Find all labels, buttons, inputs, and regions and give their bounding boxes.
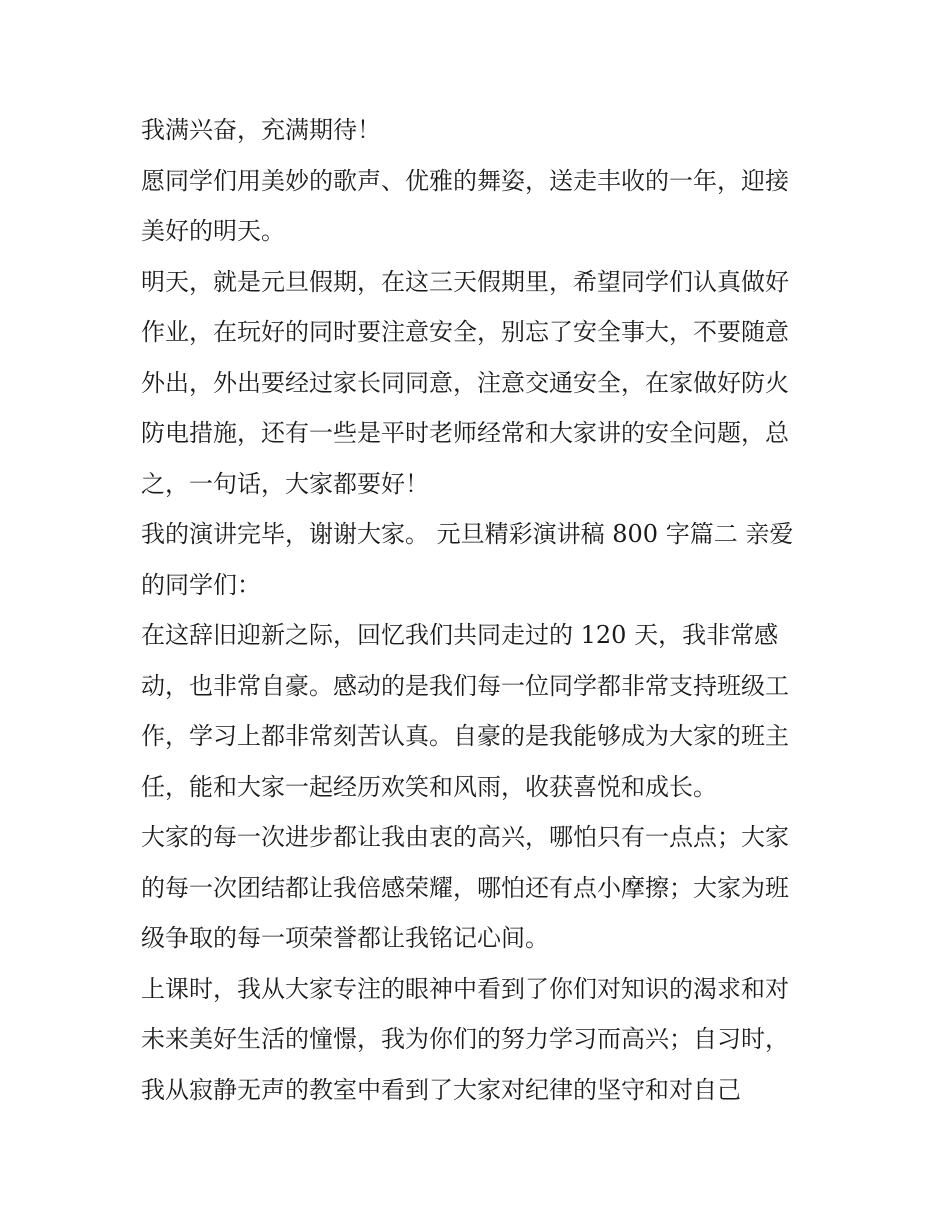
text-line: 之，一句话，大家都要好！	[141, 469, 429, 498]
text-line: 的同学们：	[141, 570, 261, 599]
text-line: 愿同学们用美妙的歌声、优雅的舞姿，送走丰收的一年，迎接	[141, 166, 789, 195]
text-line: 大家的每一次进步都让我由衷的高兴，哪怕只有一点点；大家	[141, 823, 789, 851]
text-line: 作业，在玩好的同时要注意安全，别忘了安全事大，不要随意	[141, 318, 789, 346]
document-body	[141, 105, 813, 1115]
text-line: 动，也非常自豪。感动的是我们每一位同学都非常支持班级工	[141, 671, 789, 700]
text-line: 在这辞旧迎新之际，回忆我们共同走过的 120 天，我非常感	[141, 621, 779, 649]
text-line: 防电措施，还有一些是平时老师经常和大家讲的安全问题，总	[141, 419, 789, 447]
text-line: 的每一次团结都让我倍感荣耀，哪怕还有点小摩擦；大家为班	[141, 873, 789, 902]
text-line: 我满兴奋，充满期待！	[141, 116, 381, 144]
text-line: 我从寂静无声的教室中看到了大家对纪律的坚守和对自己	[141, 1075, 741, 1104]
text-line: 级争取的每一项荣誉都让我铭记心间。	[141, 924, 549, 952]
text-line: 我的演讲完毕，谢谢大家。 元旦精彩演讲稿 800 字篇二 亲爱	[141, 520, 794, 548]
text-line: 作，学习上都非常刻苦认真。自豪的是我能够成为大家的班主	[141, 722, 789, 750]
text-line: 外出，外出要经过家长同同意，注意交通安全，在家做好防火	[141, 368, 789, 397]
text-line: 美好的明天。	[141, 217, 285, 245]
text-line: 任，能和大家一起经历欢笑和风雨，收获喜悦和成长。	[141, 772, 717, 801]
text-line: 上课时，我从大家专注的眼神中看到了你们对知识的渴求和对	[141, 974, 789, 1003]
text-line: 未来美好生活的憧憬，我为你们的努力学习而高兴；自习时，	[141, 1025, 789, 1053]
text-line: 明天，就是元旦假期，在这三天假期里，希望同学们认真做好	[141, 267, 789, 296]
